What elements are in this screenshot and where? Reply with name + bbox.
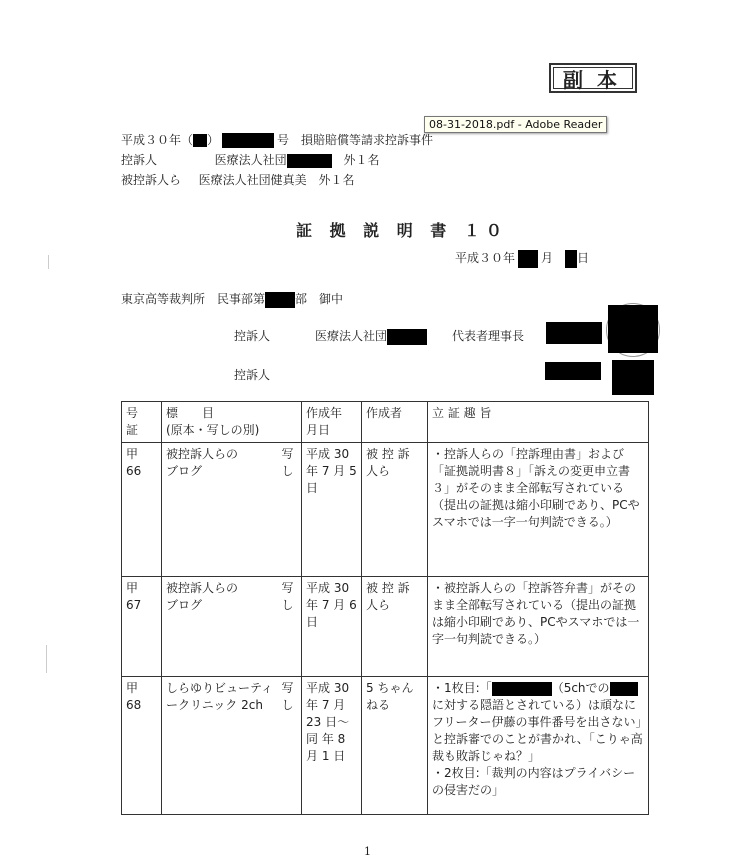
redaction bbox=[193, 134, 207, 147]
party-2-label: 控訴人 bbox=[234, 368, 271, 382]
cell-author: 5 ちゃん ねる bbox=[362, 677, 428, 815]
table-row bbox=[122, 577, 649, 677]
cell-copy: 写 し bbox=[278, 577, 302, 677]
cell-date: 平成 30 年 7 月 23 日～ 同 年 8 月 1 日 bbox=[302, 677, 362, 815]
scan-speck bbox=[48, 255, 49, 269]
redaction bbox=[608, 305, 658, 353]
evidence-table bbox=[121, 401, 649, 815]
cell-no: 甲 67 bbox=[122, 577, 162, 677]
scan-speck bbox=[46, 645, 47, 673]
window-title-tooltip: 08-31-2018.pdf - Adobe Reader bbox=[424, 116, 607, 133]
cell-purpose: ・被控訴人らの「控訴答弁書」がそのまま全部転写されている（提出の証拠は縮小印刷であり、PCやスマホでは一字一句判読できる。） bbox=[428, 577, 649, 677]
party-1-rep: 代表者理事長 bbox=[452, 329, 525, 343]
redaction bbox=[492, 682, 552, 696]
redaction bbox=[387, 329, 427, 345]
col-header-purpose: 立 証 趣 旨 bbox=[428, 402, 649, 443]
redaction bbox=[287, 154, 332, 168]
redaction bbox=[610, 682, 638, 696]
appellant-line: 控訴人 医療法人社団 外１名 bbox=[121, 153, 380, 167]
cell-purpose: ・控訴人らの「控訴理由書」および「証拠説明書８」「訴えの変更申立書３」がそのまま全部転写されている（提出の証拠は縮小印刷であり、PCやスマホでは一字一句判読できる。） bbox=[428, 443, 649, 577]
cell-copy: 写 し bbox=[278, 677, 302, 815]
table-row bbox=[122, 443, 649, 577]
col-header-date: 作成年 月日 bbox=[302, 402, 362, 443]
copy-stamp: 副本 bbox=[549, 63, 637, 93]
cell-label: 被控訴人らの ブログ bbox=[162, 577, 278, 677]
col-header-no: 号 証 bbox=[122, 402, 162, 443]
redaction bbox=[518, 250, 538, 268]
table-header-row bbox=[122, 402, 649, 443]
redaction bbox=[265, 292, 295, 308]
cell-author: 被 控 訴 人ら bbox=[362, 577, 428, 677]
table-row bbox=[122, 677, 649, 815]
cell-no: 甲 68 bbox=[122, 677, 162, 815]
appellee-line: 被控訴人ら 医療法人社団健真美 外１名 bbox=[121, 173, 355, 187]
case-line: 平成３０年（ ） 号 損賠賠償等請求控訴事件 bbox=[121, 133, 434, 147]
cell-no: 甲 66 bbox=[122, 443, 162, 577]
cell-author: 被 控 訴 人ら bbox=[362, 443, 428, 577]
cell-purpose: ・1枚目:「 （5chでのに対する隠語とされている）は頑なにフリーター伊藤の事件番号を出さない」と控訴審でのことが書かれ、「こりゃ高裁も敗訴じゃね？」 ・2枚目:「裁判の内容はプライバシーの侵害だの」 bbox=[428, 677, 649, 815]
col-header-author: 作成者 bbox=[362, 402, 428, 443]
party-1-label: 控訴人 bbox=[234, 329, 271, 343]
cell-copy: 写 し bbox=[278, 443, 302, 577]
cell-date: 平成 30 年 7 月 5 日 bbox=[302, 443, 362, 577]
page-number: 1 bbox=[364, 845, 371, 858]
redaction bbox=[545, 362, 601, 380]
redaction bbox=[222, 133, 274, 148]
cell-label: 被控訴人らの ブログ bbox=[162, 443, 278, 577]
document-title: 証 拠 説 明 書 １０ bbox=[296, 221, 508, 240]
cell-date: 平成 30 年 7 月 6 日 bbox=[302, 577, 362, 677]
redaction bbox=[546, 322, 602, 344]
cell-label: しらゆりビューティ ークリニック 2ch bbox=[162, 677, 278, 815]
document-date: 平成３０年 月 日 bbox=[455, 249, 589, 268]
court-address: 東京高等裁判所 民事部第 部 御中 bbox=[121, 292, 344, 306]
party-1-org: 医療法人社団 bbox=[315, 327, 427, 345]
redaction bbox=[612, 360, 654, 395]
col-header-label: 標 目 (原本・写しの別) bbox=[162, 402, 302, 443]
redaction bbox=[565, 250, 577, 268]
